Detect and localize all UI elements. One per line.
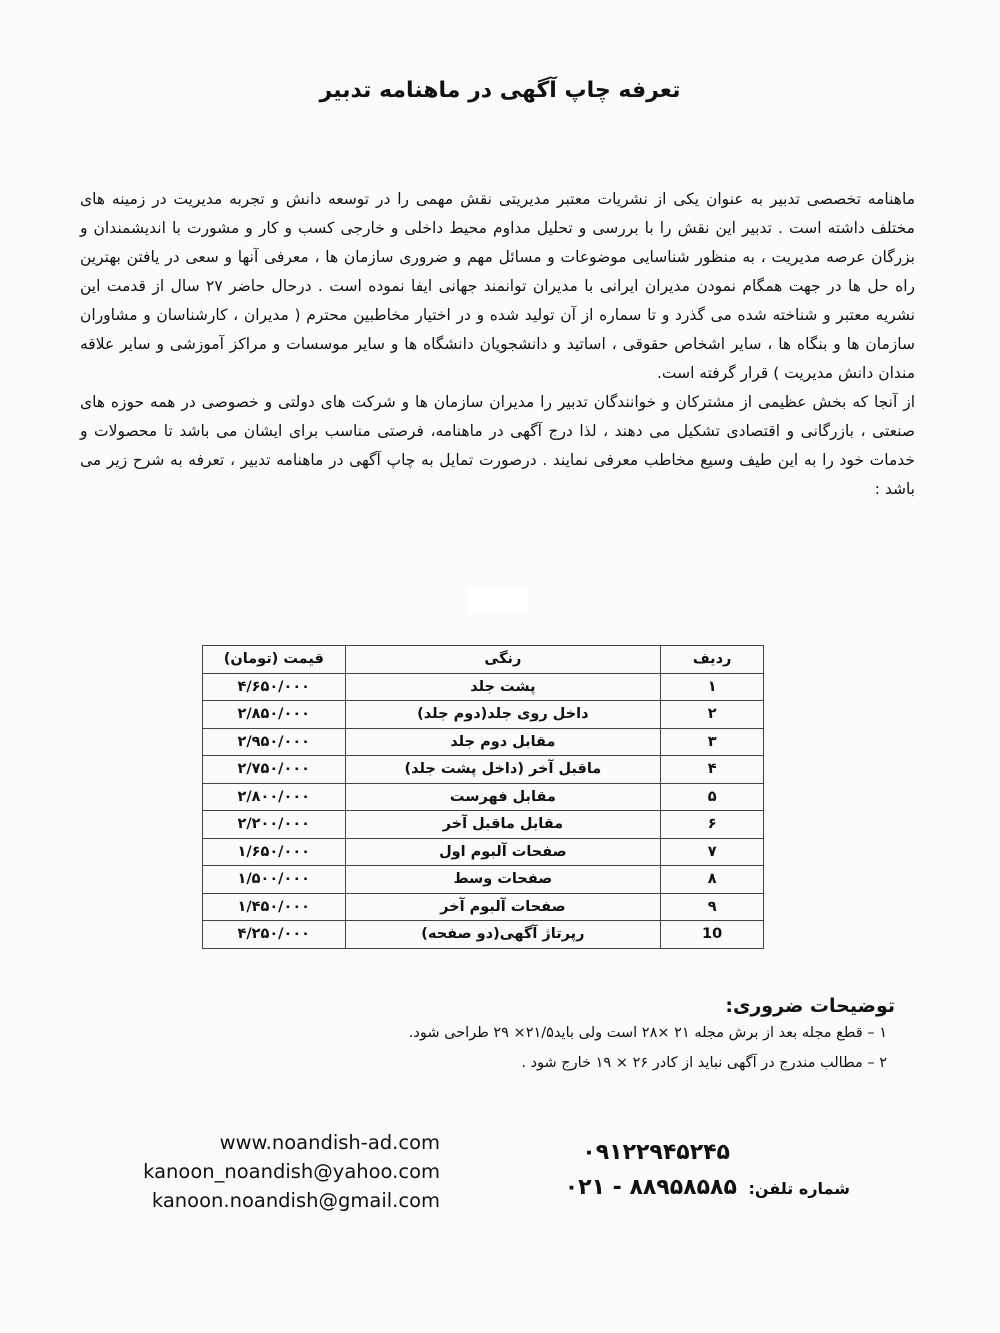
table-row <box>203 866 764 894</box>
table-row <box>203 811 764 839</box>
phone-line <box>530 1175 850 1200</box>
cell-color: مقابل ماقبل آخر <box>345 811 661 839</box>
cell-price: ۲/۹۵۰/۰۰۰ <box>203 728 346 756</box>
phone-contacts <box>530 1140 850 1200</box>
cell-row-number: ۱ <box>661 673 764 701</box>
phone-number: ۰۲۱ - ۸۸۹۵۸۵۸۵ <box>564 1175 737 1200</box>
page-title: تعرفه چاپ آگهی در ماهنامه تدبیر <box>319 78 681 103</box>
table-row <box>203 701 764 729</box>
price-table <box>202 645 764 949</box>
online-contacts <box>120 1128 440 1215</box>
cell-row-number: 10 <box>661 921 764 949</box>
cell-row-number: ۵ <box>661 783 764 811</box>
table-row <box>203 921 764 949</box>
cell-color: صفحات وسط <box>345 866 661 894</box>
cell-color: صفحات آلبوم اول <box>345 838 661 866</box>
header-row-number: ردیف <box>661 646 764 674</box>
notes-list <box>200 1025 895 1071</box>
cell-color: ماقبل آخر (داخل پشت جلد) <box>345 756 661 784</box>
gmail-email-link[interactable]: kanoon.noandish@gmail.com <box>151 1189 440 1212</box>
cell-color: رپرتاژ آگهی(دو صفحه) <box>345 921 661 949</box>
intro-paragraph: ماهنامه تخصصی تدبیر به عنوان یکی از نشریات معتبر مدیریتی نقش مهمی را در توسعه دانش و تجربه مدیریت در زمینه های مختلف داشته است . تدبیر این نقش را با بررسی و تحلیل مداوم محیط داخلی و خارجی کسب و کار و مشورت با اندیشمندان و بزرگان عرصه مدیریت ، به منظور شناسایی موضوعات و مسائل مهم و ضروری سازمان ها ، معرفی آنها و سعی در یافتن بهترین راه حل ها در جهت همگام نمودن مدیران ایرانی با مدیران توانمند جهانی ایفا نموده است . درحال حاضر ۲۷ سال از قدمت این نشریه معتبر و شناخته شده می گذرد و تا سماره از آن تولید شده و در اختیار مخاطبین محترم ( مدیران ، کارشناسان و مشاوران سازمان ها و بنگاه ها ، سایر اشخاص حقوقی ، اساتید و دانشجویان دانشگاه ها و سایر موسسات و مراکز آموزشی و سایر علاقه مندان دانش مدیریت ) قرار گرفته است. <box>80 190 915 382</box>
table-row <box>203 756 764 784</box>
cell-row-number: ۲ <box>661 701 764 729</box>
cell-row-number: ۴ <box>661 756 764 784</box>
table-row <box>203 838 764 866</box>
cell-price: ۱/۴۵۰/۰۰۰ <box>203 893 346 921</box>
notes-section <box>200 995 895 1085</box>
table-row <box>203 893 764 921</box>
note-item: ۱ – قطع مجله بعد از برش مجله ۲۱ ×۲۸ است ولی باید۲۱/۵× ۲۹ طراحی شود. <box>408 1025 887 1041</box>
cell-color: صفحات آلبوم آخر <box>345 893 661 921</box>
cell-row-number: ۸ <box>661 866 764 894</box>
cell-price: ۲/۲۰۰/۰۰۰ <box>203 811 346 839</box>
intro-text <box>80 185 915 504</box>
cell-color: داخل روی جلد(دوم جلد) <box>345 701 661 729</box>
cell-row-number: ۹ <box>661 893 764 921</box>
cell-price: ۱/۵۰۰/۰۰۰ <box>203 866 346 894</box>
table-header-row <box>203 646 764 674</box>
table-row <box>203 673 764 701</box>
cell-row-number: ۳ <box>661 728 764 756</box>
header-price: قیمت (تومان) <box>203 646 346 674</box>
cell-price: ۴/۲۵۰/۰۰۰ <box>203 921 346 949</box>
mobile-number: ۰۹۱۲۲۹۴۵۲۴۵ <box>582 1140 730 1165</box>
header-color: رنگی <box>345 646 661 674</box>
cell-price: ۲/۸۵۰/۰۰۰ <box>203 701 346 729</box>
redaction-patch <box>467 588 527 614</box>
yahoo-email-link[interactable]: kanoon_noandish@yahoo.com <box>143 1160 440 1183</box>
website-link[interactable]: www.noandish-ad.com <box>219 1131 440 1154</box>
phone-label: شماره تلفن: <box>748 1179 850 1198</box>
cell-price: ۱/۶۵۰/۰۰۰ <box>203 838 346 866</box>
intro-paragraph: از آنجا که بخش عظیمی از مشترکان و خوانندگان تدبیر را مدیران سازمان ها و شرکت های دولتی و خصوصی در همه حوزه های صنعتی ، بازرگانی و اقتصادی تشکیل می دهند ، لذا درج آگهی در ماهنامه، فرصتی مناسب برای ایشان می باشد تا محصولات و خدمات خود را به این طیف وسیع مخاطب معرفی نمایند . درصورت تمایل به چاپ آگهی در ماهنامه تدبیر ، تعرفه به شرح زیر می باشد : <box>80 393 915 498</box>
cell-row-number: ۶ <box>661 811 764 839</box>
cell-row-number: ۷ <box>661 838 764 866</box>
cell-color: مقابل دوم جلد <box>345 728 661 756</box>
note-item: ۲ – مطالب مندرج در آگهی نباید از کادر ۲۶ × ۱۹ خارج شود . <box>521 1055 887 1071</box>
cell-price: ۴/۶۵۰/۰۰۰ <box>203 673 346 701</box>
cell-color: پشت جلد <box>345 673 661 701</box>
notes-title: توضیحات ضروری: <box>725 995 895 1017</box>
cell-price: ۲/۸۰۰/۰۰۰ <box>203 783 346 811</box>
table-row <box>203 783 764 811</box>
cell-color: مقابل فهرست <box>345 783 661 811</box>
table-row <box>203 728 764 756</box>
cell-price: ۲/۷۵۰/۰۰۰ <box>203 756 346 784</box>
